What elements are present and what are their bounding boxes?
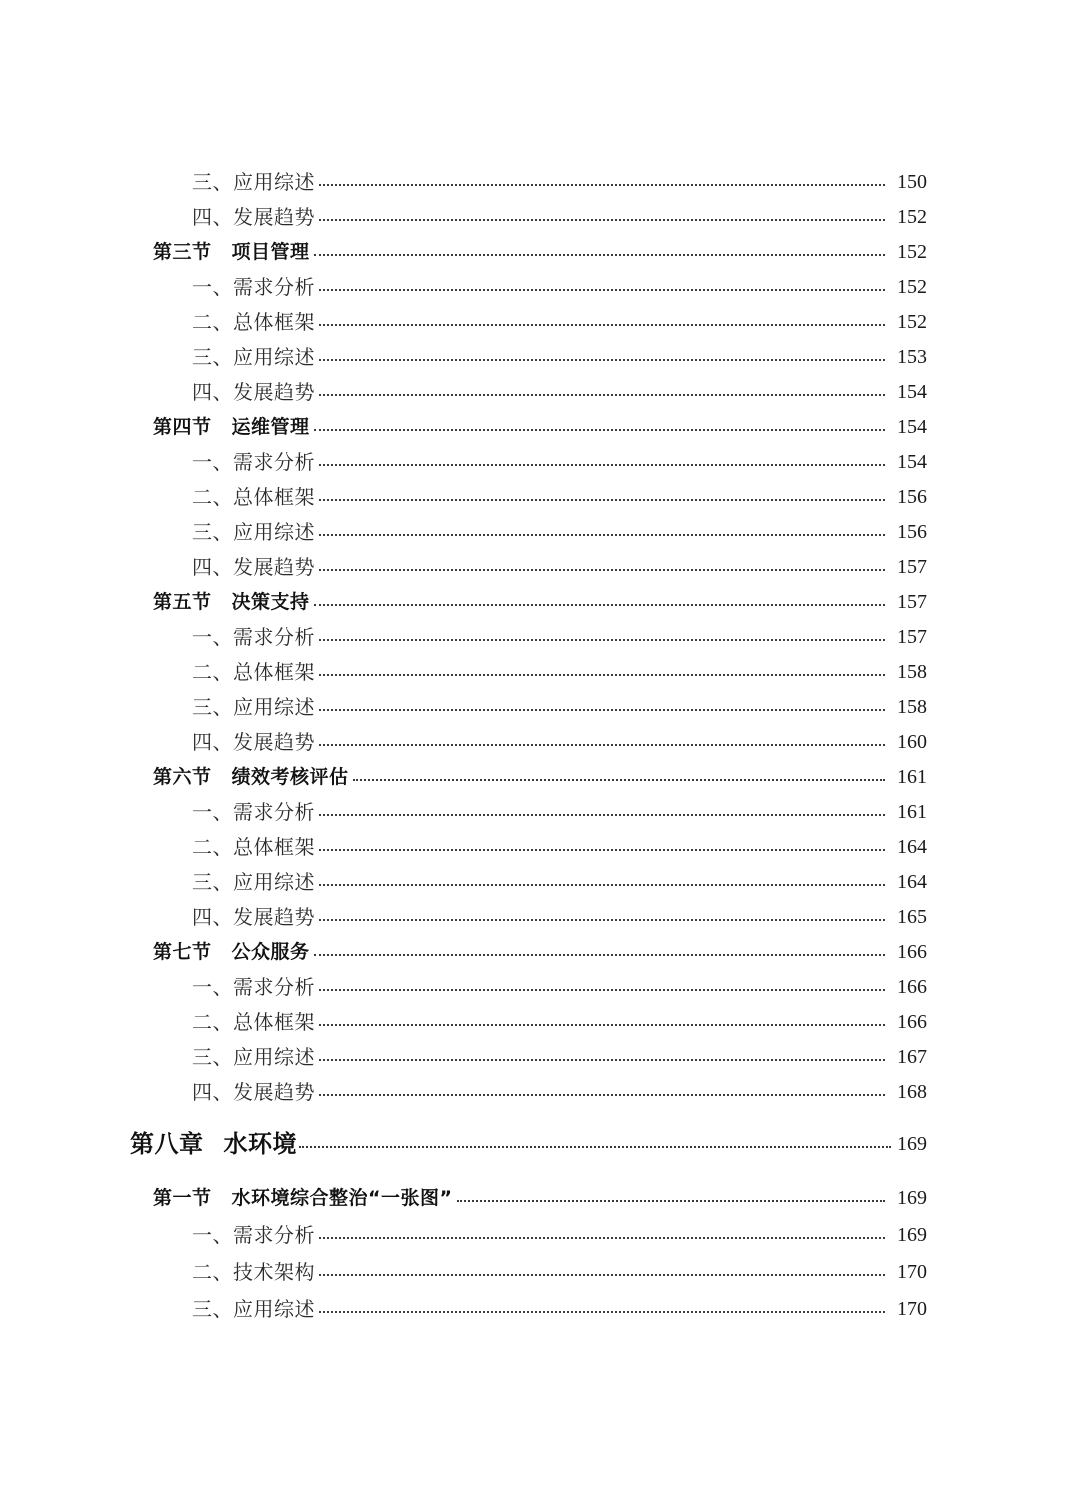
toc-entry-label: 一、需求分析 xyxy=(192,450,315,474)
toc-entry-label: 一、需求分析 xyxy=(192,275,315,299)
dot-leader xyxy=(319,849,885,851)
dot-leader xyxy=(319,744,885,746)
toc-entry-label: 三、应用综述 xyxy=(192,870,315,894)
toc-entry-label: 二、总体框架 xyxy=(192,310,315,334)
toc-entry-label: 二、总体框架 xyxy=(192,660,315,684)
toc-entry-title xyxy=(153,590,310,613)
toc-entry-title xyxy=(192,872,315,892)
toc-page-number: 157 xyxy=(897,626,927,648)
toc-entry-label: 四、发展趋势 xyxy=(192,1080,315,1104)
toc-page-number: 164 xyxy=(897,871,927,893)
toc-item-entry[interactable] xyxy=(0,200,1080,235)
toc-item-entry[interactable] xyxy=(0,270,1080,305)
toc-entry-title xyxy=(192,802,315,822)
toc-entry-label: 公众服务 xyxy=(231,940,310,963)
toc-entry-label: 三、应用综述 xyxy=(192,345,315,369)
dot-leader xyxy=(319,919,885,921)
toc-page-number: 156 xyxy=(897,521,927,543)
toc-section-entry[interactable] xyxy=(0,235,1080,270)
toc-page-number: 158 xyxy=(897,696,927,718)
toc-item-entry[interactable] xyxy=(0,340,1080,375)
toc-entry-number: 第三节 xyxy=(153,240,212,263)
toc-page-number: 160 xyxy=(897,731,927,753)
toc-item-entry[interactable] xyxy=(0,1040,1080,1075)
toc-page-number: 156 xyxy=(897,486,927,508)
dot-leader xyxy=(319,1024,885,1026)
toc-entry-title xyxy=(153,415,310,438)
toc-entry-label: 水环境综合整治“一张图” xyxy=(231,1186,453,1209)
toc-entry-title xyxy=(192,697,315,717)
toc-page-number: 169 xyxy=(897,1133,927,1155)
toc-entry-title xyxy=(153,240,310,263)
toc-page-number: 169 xyxy=(897,1187,927,1209)
dot-leader xyxy=(314,254,885,256)
dot-leader xyxy=(319,639,885,641)
dot-leader xyxy=(319,989,885,991)
toc-item-entry[interactable] xyxy=(0,550,1080,585)
toc-item-entry[interactable] xyxy=(0,795,1080,830)
toc-entry-title xyxy=(192,522,315,542)
toc-item-entry[interactable] xyxy=(0,690,1080,725)
toc-entry-title xyxy=(192,347,315,367)
toc-page-number: 161 xyxy=(897,801,927,823)
toc-item-entry[interactable] xyxy=(0,480,1080,515)
dot-leader xyxy=(353,779,885,781)
toc-page-number: 161 xyxy=(897,766,927,788)
toc-item-entry[interactable] xyxy=(0,865,1080,900)
toc-entry-title xyxy=(192,312,315,332)
toc-entry-label: 四、发展趋势 xyxy=(192,730,315,754)
dot-leader xyxy=(319,569,885,571)
dot-leader xyxy=(319,289,885,291)
toc-item-entry[interactable] xyxy=(0,375,1080,410)
toc-item-entry[interactable] xyxy=(0,620,1080,655)
toc-page-number: 167 xyxy=(897,1046,927,1068)
toc-entry-title xyxy=(192,977,315,997)
toc-entry-label: 二、总体框架 xyxy=(192,1010,315,1034)
toc-section-entry[interactable] xyxy=(0,1181,1080,1216)
toc-page-number: 157 xyxy=(897,591,927,613)
toc-item-entry[interactable] xyxy=(0,445,1080,480)
toc-entry-label: 项目管理 xyxy=(231,240,310,263)
toc-entry-label: 三、应用综述 xyxy=(192,695,315,719)
toc-entry-title xyxy=(192,662,315,682)
dot-leader xyxy=(319,394,885,396)
toc-section-entry[interactable] xyxy=(0,410,1080,445)
toc-entry-number: 第六节 xyxy=(153,765,212,788)
toc-page-number: 166 xyxy=(897,1011,927,1033)
toc-entry-title xyxy=(192,172,315,192)
dot-leader xyxy=(319,709,885,711)
toc-page-number: 166 xyxy=(897,976,927,998)
toc-entry-label: 三、应用综述 xyxy=(192,520,315,544)
toc-entry-title xyxy=(192,1225,315,1245)
toc-entry-title xyxy=(192,627,315,647)
toc-section-entry[interactable] xyxy=(0,935,1080,970)
dot-leader xyxy=(319,359,885,361)
toc-entry-title xyxy=(192,907,315,927)
toc-entry-label: 一、需求分析 xyxy=(192,800,315,824)
toc-entry-label: 二、总体框架 xyxy=(192,485,315,509)
toc-item-entry[interactable] xyxy=(0,725,1080,760)
toc-page-number: 154 xyxy=(897,451,927,473)
toc-entry-label: 三、应用综述 xyxy=(192,170,315,194)
dot-leader xyxy=(319,219,885,221)
toc-entry-number: 第一节 xyxy=(153,1186,212,1209)
toc-page-number: 157 xyxy=(897,556,927,578)
toc-entry-title xyxy=(192,1262,315,1282)
toc-entry-label: 四、发展趋势 xyxy=(192,205,315,229)
dot-leader xyxy=(319,1311,885,1313)
dot-leader xyxy=(319,1094,885,1096)
toc-item-entry[interactable] xyxy=(0,900,1080,935)
toc-item-entry[interactable] xyxy=(0,1075,1080,1110)
toc-page-number: 158 xyxy=(897,661,927,683)
toc-entry-title xyxy=(130,1129,297,1158)
toc-entry-label: 绩效考核评估 xyxy=(231,765,349,788)
toc-page-number: 152 xyxy=(897,276,927,298)
toc-page-number: 168 xyxy=(897,1081,927,1103)
toc-entry-number: 第五节 xyxy=(153,590,212,613)
dot-leader xyxy=(319,324,885,326)
dot-leader xyxy=(319,499,885,501)
toc-entry-label: 二、总体框架 xyxy=(192,835,315,859)
dot-leader xyxy=(314,954,885,956)
dot-leader xyxy=(319,884,885,886)
toc-entry-title xyxy=(153,940,310,963)
toc-entry-label: 水环境 xyxy=(223,1129,297,1158)
toc-item-entry[interactable] xyxy=(0,1218,1080,1253)
toc-page-number: 150 xyxy=(897,171,927,193)
toc-entry-label: 三、应用综述 xyxy=(192,1045,315,1069)
dot-leader xyxy=(314,429,885,431)
toc-entry-title xyxy=(192,732,315,752)
toc-item-entry[interactable] xyxy=(0,1292,1080,1327)
toc-entry-label: 运维管理 xyxy=(231,415,310,438)
toc-entry-title xyxy=(153,765,349,788)
toc-entry-label: 三、应用综述 xyxy=(192,1297,315,1321)
toc-entry-label: 四、发展趋势 xyxy=(192,905,315,929)
toc-page-number: 154 xyxy=(897,416,927,438)
dot-leader xyxy=(319,1274,885,1276)
dot-leader xyxy=(299,1146,891,1148)
toc-entry-title xyxy=(192,207,315,227)
toc-entry-number: 第四节 xyxy=(153,415,212,438)
toc-item-entry[interactable] xyxy=(0,1255,1080,1290)
toc-entry-number: 第七节 xyxy=(153,940,212,963)
toc-item-entry[interactable] xyxy=(0,305,1080,340)
toc-entry-number: 第八章 xyxy=(130,1129,204,1158)
dot-leader xyxy=(314,604,885,606)
toc-entry-title xyxy=(192,837,315,857)
toc-entry-title xyxy=(192,1012,315,1032)
toc-page-number: 170 xyxy=(897,1298,927,1320)
toc-page-number: 152 xyxy=(897,311,927,333)
dot-leader xyxy=(319,534,885,536)
toc-chapter-entry[interactable] xyxy=(0,1122,1080,1166)
toc-entry-title xyxy=(192,557,315,577)
dot-leader xyxy=(457,1200,886,1202)
toc-page-number: 152 xyxy=(897,206,927,228)
toc-entry-label: 二、技术架构 xyxy=(192,1260,315,1284)
toc-entry-title xyxy=(153,1186,453,1209)
toc-item-entry[interactable] xyxy=(0,830,1080,865)
toc-entry-title xyxy=(192,452,315,472)
toc-page-number: 152 xyxy=(897,241,927,263)
toc-page-number: 169 xyxy=(897,1224,927,1246)
toc-item-entry[interactable] xyxy=(0,970,1080,1005)
toc-entry-title xyxy=(192,1299,315,1319)
toc-entry-title xyxy=(192,1082,315,1102)
toc-section-entry[interactable] xyxy=(0,585,1080,620)
toc-page-number: 166 xyxy=(897,941,927,963)
dot-leader xyxy=(319,1237,885,1239)
toc-entry-title xyxy=(192,487,315,507)
toc-entry-title xyxy=(192,277,315,297)
dot-leader xyxy=(319,1059,885,1061)
toc-page-number: 153 xyxy=(897,346,927,368)
toc-page-number: 154 xyxy=(897,381,927,403)
toc-entry-label: 四、发展趋势 xyxy=(192,380,315,404)
dot-leader xyxy=(319,674,885,676)
toc-entry-label: 一、需求分析 xyxy=(192,975,315,999)
toc-page-number: 165 xyxy=(897,906,927,928)
dot-leader xyxy=(319,184,885,186)
toc-page-number: 170 xyxy=(897,1261,927,1283)
toc-item-entry[interactable] xyxy=(0,1005,1080,1040)
dot-leader xyxy=(319,814,885,816)
dot-leader xyxy=(319,464,885,466)
toc-section-entry[interactable] xyxy=(0,760,1080,795)
toc-entry-title xyxy=(192,1047,315,1067)
toc-entry-title xyxy=(192,382,315,402)
toc-entry-label: 一、需求分析 xyxy=(192,625,315,649)
toc-entry-label: 决策支持 xyxy=(231,590,310,613)
toc-page-number: 164 xyxy=(897,836,927,858)
toc-item-entry[interactable] xyxy=(0,515,1080,550)
toc-item-entry[interactable] xyxy=(0,655,1080,690)
toc-entry-label: 四、发展趋势 xyxy=(192,555,315,579)
toc-entry-label: 一、需求分析 xyxy=(192,1223,315,1247)
toc-item-entry[interactable] xyxy=(0,165,1080,200)
